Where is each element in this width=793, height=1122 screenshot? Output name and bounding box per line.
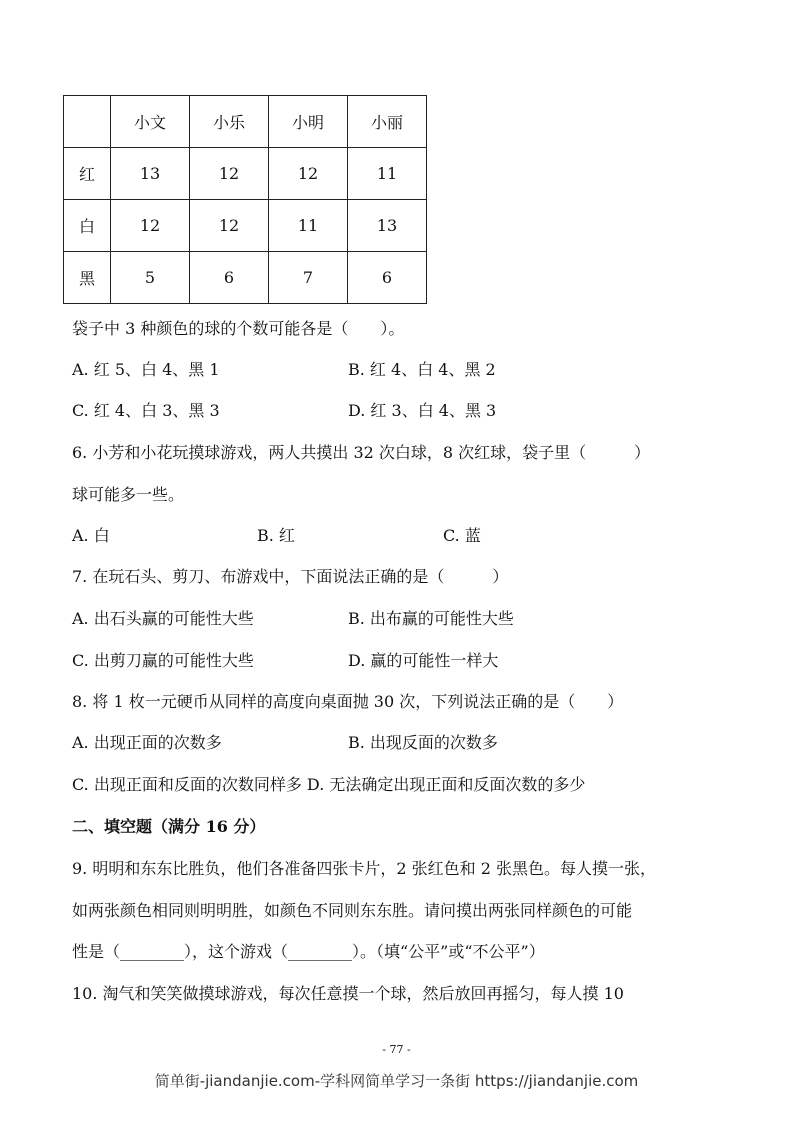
table-cell: 7 [269,252,348,304]
table-cell: 13 [348,200,427,252]
table-cell: 12 [190,200,269,252]
section-heading: 二、填空题（满分 16 分） [72,817,266,836]
q7-option-c: C. 出剪刀赢的可能性大些 [72,651,254,670]
q9-line2: 如两张颜色相同则明明胜，如颜色不同则东东胜。请问摸出两张同样颜色的可能 [72,901,633,920]
table-row [64,148,427,200]
q7-option-a: A. 出石头赢的可能性大些 [72,609,254,628]
color-count-table [63,95,427,304]
q8-options-c-d: C. 出现正面和反面的次数同样多 D. 无法确定出现正面和反面次数的多少 [72,775,586,794]
table-cell: 小文 [111,96,190,148]
q5-option-c: C. 红 4、白 3、黑 3 [72,401,220,420]
table-row [64,200,427,252]
table-cell: 11 [269,200,348,252]
table-cell: 12 [111,200,190,252]
q7-option-d: D. 赢的可能性一样大 [348,651,499,670]
footer-watermark: 简单街-jiandanjie.com-学科网简单学习一条街 https://jiandanjie.com [154,1072,639,1090]
table-cell [64,96,111,148]
table-cell: 12 [190,148,269,200]
q5-option-a: A. 红 5、白 4、黑 1 [72,360,220,379]
q8-stem: 8. 将 1 枚一元硬币从同样的高度向桌面抛 30 次，下列说法正确的是（ ） [72,692,624,711]
q5-option-d: D. 红 3、白 4、黑 3 [348,401,497,420]
table-cell: 小丽 [348,96,427,148]
table-cell: 11 [348,148,427,200]
q8-option-a: A. 出现正面的次数多 [72,733,222,752]
table-cell: 12 [269,148,348,200]
table-cell: 小明 [269,96,348,148]
table-cell: 6 [348,252,427,304]
page-number: - 77 - [382,1043,411,1056]
table-cell: 红 [64,148,111,200]
table-cell: 小乐 [190,96,269,148]
q6-option-c: C. 蓝 [443,526,481,545]
table-cell: 白 [64,200,111,252]
table-cell: 黑 [64,252,111,304]
table-cell: 13 [111,148,190,200]
q9-line1: 9. 明明和东东比胜负，他们各准备四张卡片，2 张红色和 2 张黑色。每人摸一张， [72,859,656,878]
q7-stem: 7. 在玩石头、剪刀、布游戏中，下面说法正确的是（ ） [72,567,509,586]
q6-stem-line2: 球可能多一些。 [72,485,185,504]
q6-stem-line1: 6. 小芳和小花玩摸球游戏，两人共摸出 32 次白球，8 次红球，袋子里（ ） [72,443,651,462]
q7-option-b: B. 出布赢的可能性大些 [348,609,514,628]
table-cell: 5 [111,252,190,304]
q6-option-b: B. 红 [257,526,295,545]
q5-option-b: B. 红 4、白 4、黑 2 [348,360,496,379]
table-row [64,252,427,304]
q8-option-b: B. 出现反面的次数多 [348,733,498,752]
q5-stem: 袋子中 3 种颜色的球的个数可能各是（ ）。 [72,319,405,338]
q10-line1: 10. 淘气和笑笑做摸球游戏，每次任意摸一个球，然后放回再摇匀，每人摸 10 [72,984,624,1003]
table-cell: 6 [190,252,269,304]
q9-line3: 性是（________），这个游戏（________）。（填“公平”或“不公平”） [72,942,545,961]
q6-option-a: A. 白 [72,526,110,545]
table-header-row [64,96,427,148]
